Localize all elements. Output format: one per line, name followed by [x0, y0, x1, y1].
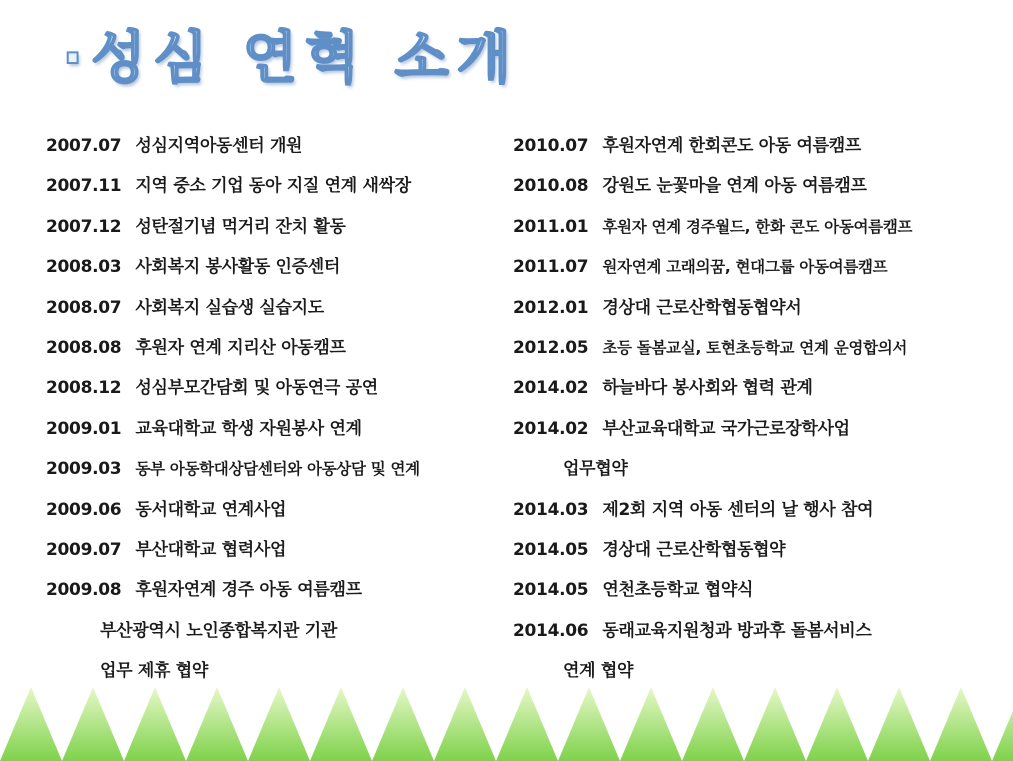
history-item [513, 126, 912, 166]
history-text: 성탄절기념 먹거리 잔치 활동 [135, 216, 346, 237]
grass-peak [372, 687, 434, 761]
history-date: 2012.05 [513, 337, 589, 358]
history-date: 2011.07 [513, 257, 589, 278]
history-text: 제2회 지역 아동 센터의 날 행사 참여 [602, 499, 874, 520]
history-date: 2009.06 [46, 499, 122, 520]
history-date: 2008.08 [46, 337, 122, 358]
grass-peak [682, 687, 744, 761]
history-date: 2014.05 [513, 539, 589, 560]
history-item [513, 328, 912, 368]
history-item [513, 247, 912, 287]
history-text: 동서대학교 연계사업 [135, 499, 287, 520]
history-date: 2011.01 [513, 216, 589, 237]
history-date: 2007.11 [46, 176, 122, 197]
history-text: 원자연계 고래의꿈, 현대그룹 아동여름캠프 [602, 258, 888, 277]
history-item [513, 409, 912, 449]
grass-peak [186, 687, 248, 761]
history-text: 교육대학교 학생 자원봉사 연계 [135, 418, 362, 439]
history-text: 후원자연계 경주 아동 여름캠프 [135, 580, 362, 601]
history-text: 부산대학교 협력사업 [135, 539, 287, 560]
history-date: 2010.08 [513, 176, 589, 197]
history-date: 2008.12 [46, 378, 122, 399]
grass-peak [124, 687, 186, 761]
grass-peak [248, 687, 310, 761]
history-date: 2007.12 [46, 216, 122, 237]
history-text: 업무협약 [563, 459, 628, 480]
history-date: 2009.03 [46, 459, 122, 480]
grass-decoration [0, 679, 1013, 761]
history-text: 연천초등학교 협약식 [602, 580, 754, 601]
history-text: 사회복지 실습생 실습지도 [135, 297, 324, 318]
history-item [46, 207, 420, 247]
history-text: 부산교육대학교 국가근로장학사업 [602, 418, 850, 439]
history-item [513, 368, 912, 408]
history-item [513, 611, 912, 651]
history-item [46, 328, 420, 368]
history-date: 2010.07 [513, 136, 589, 156]
history-item [46, 166, 420, 206]
history-text: 부산광역시 노인종합복지관 기관 [100, 620, 337, 641]
grass-peak [62, 687, 124, 761]
history-date: 2014.05 [513, 580, 589, 601]
grass-peak [806, 687, 868, 761]
history-date: 2008.03 [46, 257, 122, 278]
history-item [46, 570, 420, 610]
history-item [46, 126, 420, 166]
grass-peak [744, 687, 806, 761]
history-date: 2012.01 [513, 297, 589, 318]
grass-peak [620, 687, 682, 761]
history-date: 2009.08 [46, 580, 122, 601]
history-date: 2014.03 [513, 499, 589, 520]
history-text: 동래교육지원청과 방과후 돌봄서비스 [602, 620, 872, 641]
history-text: 성심부모간담회 및 아동연극 공연 [135, 378, 378, 399]
grass-peak [930, 687, 992, 761]
grass-peak [992, 687, 1013, 761]
history-text: 연계 협약 [563, 661, 634, 682]
history-item [513, 166, 912, 206]
history-date: 2014.06 [513, 620, 589, 641]
history-item [46, 368, 420, 408]
history-text: 경상대 근로산학협동협약 [602, 539, 786, 560]
grass-peak [868, 687, 930, 761]
history-item [46, 288, 420, 328]
grass-peak [496, 687, 558, 761]
grass-peak [558, 687, 620, 761]
history-text: 후원자연계 한회콘도 아동 여름캠프 [602, 136, 862, 156]
history-item-continuation [46, 611, 420, 651]
history-item [46, 247, 420, 287]
history-text: 성심지역아동센터 개원 [135, 136, 303, 156]
history-item [46, 449, 420, 489]
history-text: 강원도 눈꽃마을 연계 아동 여름캠프 [602, 176, 867, 197]
history-text: 경상대 근로산학협동협약서 [602, 297, 802, 318]
history-text: 후원자 연계 지리산 아동캠프 [135, 337, 346, 358]
history-item [513, 288, 912, 328]
history-date: 2014.02 [513, 378, 589, 399]
history-text: 초등 돌봄교실, 토현초등학교 연계 운영합의서 [602, 338, 908, 357]
history-date: 2007.07 [46, 136, 122, 156]
history-item [513, 207, 912, 247]
history-item [46, 490, 420, 530]
history-text: 지역 중소 기업 동아 지질 연계 새싹장 [135, 176, 411, 197]
history-item [46, 530, 420, 570]
history-item [513, 530, 912, 570]
history-item [513, 490, 912, 530]
history-item [46, 409, 420, 449]
grass-peak [0, 687, 62, 761]
history-item-continuation [513, 449, 912, 489]
page-title: ·성심 연혁 소개 [62, 26, 519, 91]
history-date: 2008.07 [46, 297, 122, 318]
history-date: 2009.07 [46, 539, 122, 560]
history-text: 사회복지 봉사활동 인증센터 [135, 257, 341, 278]
history-text: 동부 아동학대상담센터와 아동상담 및 연계 [135, 460, 420, 479]
grass-peak [434, 687, 496, 761]
grass-peak [310, 687, 372, 761]
history-item [513, 570, 912, 610]
history-text: 하늘바다 봉사회와 협력 관계 [602, 378, 813, 399]
history-left-column [46, 126, 420, 691]
history-text: 업무 제휴 협약 [100, 661, 208, 682]
history-date: 2014.02 [513, 418, 589, 439]
history-text: 후원자 연계 경주월드, 한화 콘도 아동여름캠프 [602, 217, 913, 236]
history-right-column [513, 126, 912, 691]
history-date: 2009.01 [46, 418, 122, 439]
